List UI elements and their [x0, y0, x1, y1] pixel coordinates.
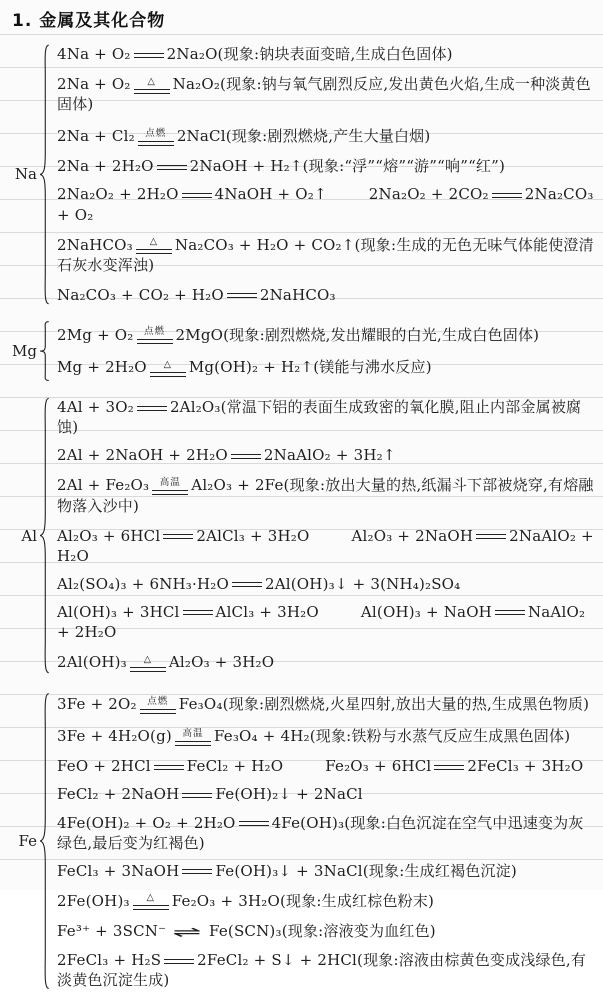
group-label-al: Al	[21, 526, 37, 545]
double-equals-icon	[154, 765, 184, 770]
double-equals-icon	[137, 406, 167, 411]
reaction-condition: △	[143, 653, 153, 665]
equals-with-condition	[140, 697, 176, 714]
equations-mg	[50, 319, 595, 383]
equation-row: 3Fe + 4H₂O(g) 高温 Fe₃O₄ + 4H₂(现象:铁粉与水蒸气反应生成黑色固体)	[57, 727, 571, 746]
group-label-mg: Mg	[12, 342, 37, 361]
equation-row: FeCl₃ + 3NaOH Fe(OH)₃↓ + 3NaCl(现象:生成红褐色沉淀)	[57, 861, 517, 880]
section-mg	[10, 319, 595, 383]
reaction-condition: △	[146, 892, 155, 904]
left-brace-fe	[38, 688, 50, 994]
reaction-condition: 点燃	[147, 695, 169, 707]
equals-with-condition	[138, 129, 174, 146]
curly-brace-icon	[38, 42, 50, 307]
double-equals-icon	[495, 610, 525, 615]
double-equals-icon	[182, 193, 212, 198]
equation-row: Al₂O₃ + 6HCl 2AlCl₃ + 3H₂O Al₂O₃ + 2NaOH 2NaAlO₂ + H₂O	[57, 526, 594, 565]
equation-row: 2NaHCO₃ △ Na₂CO₃ + H₂O + CO₂↑(现象:生成的无色无味气体能使澄清石灰水变浑浊)	[57, 235, 594, 274]
curly-brace-icon	[38, 690, 50, 992]
reversible-arrow-icon: ⇌	[172, 922, 203, 941]
equation-row: 2Na + Cl₂ 点燃 2NaCl(现象:剧烈燃烧,产生大量白烟)	[57, 127, 431, 146]
section-al	[10, 393, 595, 678]
double-equals-icon	[183, 610, 213, 615]
equation-row: 2Al + 2NaOH + 2H₂O 2NaAlO₂ + 3H₂↑	[57, 446, 396, 465]
left-brace-mg	[38, 319, 50, 383]
equation-row: 4Fe(OH)₂ + O₂ + 2H₂O 4Fe(OH)₃(现象:白色沉淀在空气中迅速变为灰绿色,最后变为红褐色)	[57, 813, 584, 852]
page-title: 1. 金属及其化合物	[12, 11, 166, 31]
double-equals-icon	[227, 293, 257, 298]
equation-row: FeCl₂ + 2NaOH Fe(OH)₂↓ + 2NaCl	[57, 785, 363, 804]
group-label-na: Na	[14, 165, 37, 184]
double-equals-icon	[232, 582, 262, 587]
equation-row: Fe³⁺ + 3SCN⁻ ⇌ Fe(SCN)₃(现象:溶液变为血红色)	[57, 921, 436, 941]
left-brace-al	[38, 393, 50, 678]
equation-row: 2FeCl₃ + H₂S 2FeCl₂ + S↓ + 2HCl(现象:溶液由棕黄色变成浅绿色,有淡黄色沉淀生成)	[57, 951, 587, 990]
equation-row: 2Fe(OH)₃ △ Fe₂O₃ + 3H₂O(现象:生成红棕色粉末)	[57, 891, 435, 910]
double-equals-icon	[231, 454, 261, 459]
equation-row: Al(OH)₃ + 3HCl AlCl₃ + 3H₂O Al(OH)₃ + NaOH NaAlO₂ + 2H₂O	[57, 602, 586, 641]
equals-with-condition	[150, 360, 186, 377]
equation-row: 4Al + 3O₂ 2Al₂O₃(常温下铝的表面生成致密的氧化膜,阻止内部金属被腐蚀)	[57, 398, 582, 437]
equals-with-condition	[130, 655, 166, 672]
section-na	[10, 40, 595, 309]
reaction-condition: 高温	[159, 476, 181, 488]
double-equals-icon	[492, 193, 522, 198]
double-equals-icon	[157, 165, 187, 170]
reaction-condition: 高温	[182, 727, 204, 739]
equation-row: 4Na + O₂ 2Na₂O(现象:钠块表面变暗,生成白色固体)	[57, 45, 453, 63]
double-equals-icon	[164, 959, 194, 964]
equations-na	[50, 40, 595, 309]
equation-row: 2Na₂O₂ + 2H₂O 4NaOH + O₂↑ 2Na₂O₂ + 2CO₂ 2Na₂CO₃ + O₂	[57, 185, 594, 224]
double-equals-icon	[134, 53, 164, 58]
equation-row: 2Al(OH)₃ △ Al₂O₃ + 3H₂O	[57, 653, 275, 672]
section-fe	[10, 688, 595, 994]
reaction-condition: 点燃	[144, 326, 166, 338]
left-brace-na	[38, 40, 50, 309]
equation-row: Al₂(SO₄)₃ + 6NH₃·H₂O 2Al(OH)₃↓ + 3(NH₄)₂SO₄	[57, 574, 461, 593]
curly-brace-icon	[38, 395, 50, 676]
equals-with-condition	[137, 327, 173, 344]
reaction-condition: 点燃	[145, 127, 167, 139]
double-equals-icon	[476, 534, 506, 539]
reaction-condition: △	[149, 236, 159, 248]
double-equals-icon	[163, 534, 193, 539]
equals-with-condition	[152, 478, 188, 495]
double-equals-icon	[182, 793, 212, 798]
equation-row: 2Mg + O₂ 点燃 2MgO(现象:剧烈燃烧,发出耀眼的白光,生成白色固体)	[57, 325, 540, 344]
equations-fe	[50, 688, 595, 994]
double-equals-icon	[182, 869, 212, 874]
equation-row: FeO + 2HCl FeCl₂ + H₂O Fe₂O₃ + 6HCl 2FeCl₃ + 3H₂O	[57, 757, 584, 776]
equation-row: 2Al + Fe₂O₃ 高温 Al₂O₃ + 2Fe(现象:放出大量的热,纸漏斗下部被烧穿,有熔融物落入沙中)	[57, 476, 594, 515]
equation-row: 3Fe + 2O₂ 点燃 Fe₃O₄(现象:剧烈燃烧,火星四射,放出大量的热,生成黑色物质)	[57, 695, 590, 714]
equals-with-condition	[134, 77, 170, 94]
reaction-condition: △	[163, 358, 172, 370]
double-equals-icon	[239, 821, 269, 826]
equations-al	[50, 393, 595, 678]
group-label-fe: Fe	[18, 832, 37, 851]
equation-row: 2Na + O₂ △ Na₂O₂(现象:钠与氧气剧烈反应,发出黄色火焰,生成一种淡黄色固体)	[57, 75, 591, 114]
equation-row: Na₂CO₃ + CO₂ + H₂O 2NaHCO₃	[57, 285, 336, 304]
equals-with-condition	[136, 237, 172, 254]
curly-brace-icon	[38, 321, 50, 381]
equation-row: 2Na + 2H₂O 2NaOH + H₂↑(现象:“浮”“熔”“游”“响”“红”)	[57, 157, 506, 176]
reaction-condition: △	[147, 75, 156, 87]
double-equals-icon	[434, 765, 464, 770]
equals-with-condition	[133, 893, 169, 910]
equals-with-condition	[175, 729, 211, 746]
equation-row: Mg + 2H₂O △ Mg(OH)₂ + H₂↑(镁能与沸水反应)	[57, 358, 432, 377]
